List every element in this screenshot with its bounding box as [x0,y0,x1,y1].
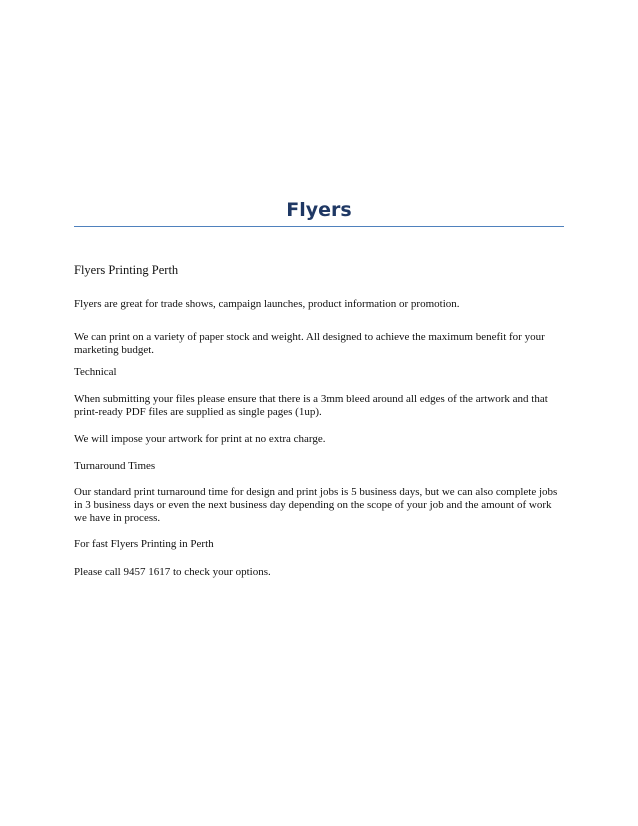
paragraph-turnaround-details: Our standard print turnaround time for design and print jobs is 5 business days, but we can also complete jobs in 3 business days or even the next business day depending on the scope of your job and the amount of work we have in process. [74,486,558,524]
paragraph-impose-artwork: We will impose your artwork for print at no extra charge. [74,433,326,445]
title-divider [74,226,564,227]
paragraph-fast-printing: For fast Flyers Printing in Perth [74,538,214,550]
paragraph-call-to-action: Please call 9457 1617 to check your options. [74,566,271,578]
paragraph-file-requirements: When submitting your files please ensure that there is a 3mm bleed around all edges of the artwork and that print-ready PDF files are supplied as single pages (1up). [74,393,548,418]
paragraph-intro: Flyers are great for trade shows, campaign launches, product information or promotion. [74,298,460,310]
paragraph-paper-stock: We can print on a variety of paper stock and weight. All designed to achieve the maximum benefit for your marketing budget. [74,331,545,356]
section-heading-turnaround-times: Turnaround Times [74,460,156,472]
section-heading-technical: Technical [74,366,117,378]
page-title: Flyers [286,199,352,221]
section-heading-flyers-printing-perth: Flyers Printing Perth [74,263,179,277]
